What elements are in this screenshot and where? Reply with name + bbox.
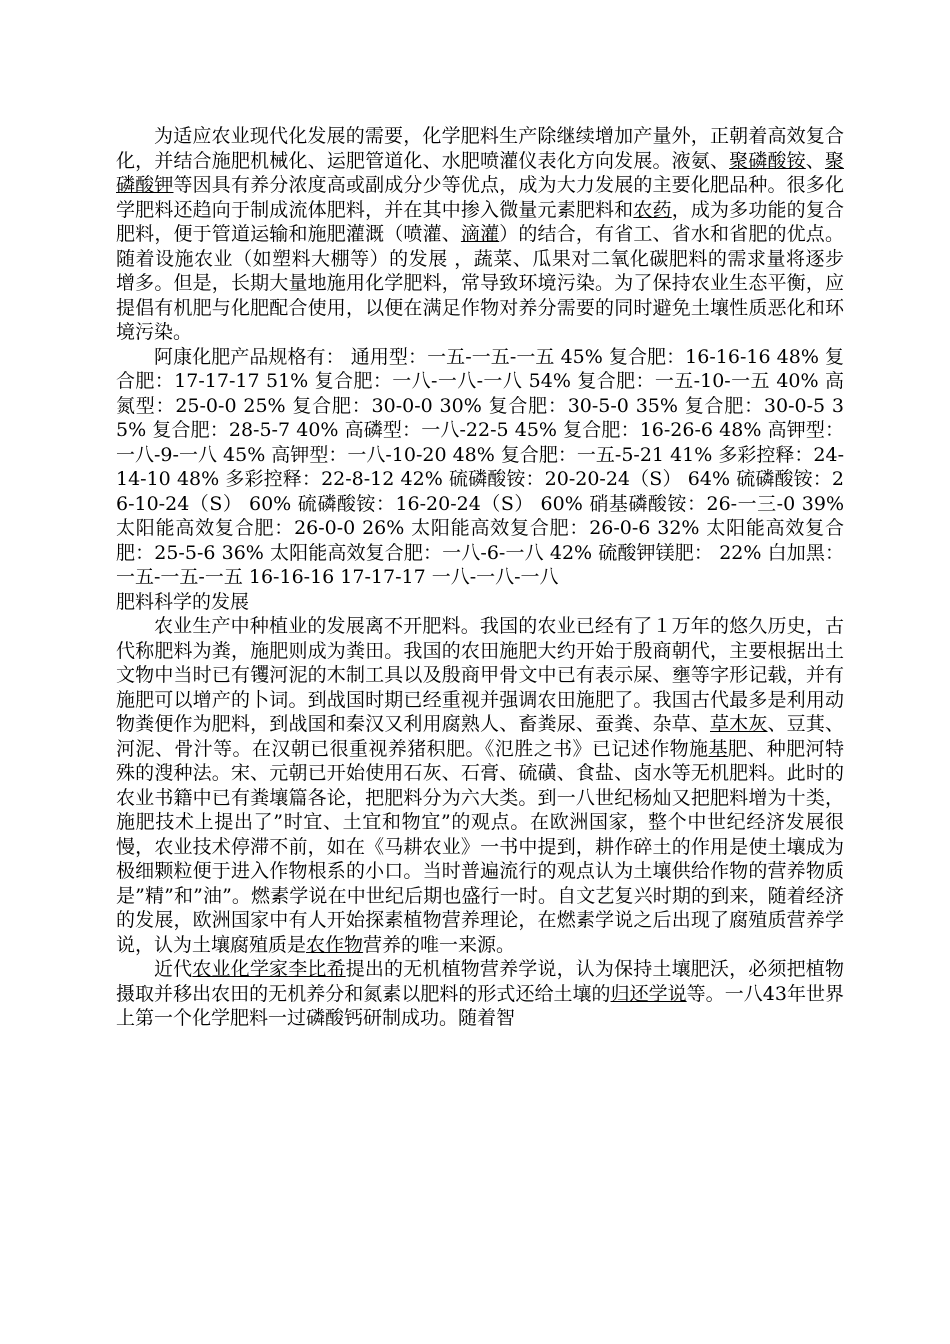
- text-run: 提出的无机植物营养学说，认为保持土壤肥沃，必须把植物摄取并移出农田的无机养分和氮素以肥料的形式还给土壤的: [116, 958, 844, 1005]
- link-pesticide[interactable]: 农药: [633, 198, 672, 221]
- text-run: 、: [805, 149, 825, 172]
- text-run: 为适应农业现代化发展的需要，化学肥料生产除继续增加产量外，正朝着高效复合化，并结合施肥机械化、运肥管道化、水肥喷灌仪表化方向发展。液氨、: [116, 125, 844, 172]
- link-ammonium-polyphosphate[interactable]: 聚磷酸铵: [729, 149, 806, 172]
- text-run: ，成为多功能的复合肥料，便于管道运输和施肥灌溉（喷灌、: [116, 198, 844, 245]
- link-drip-irrigation[interactable]: 滴灌: [460, 223, 500, 245]
- text-run: 等因具有养分浓度高或副成分少等优点，成为大力发展的主要化肥品种。很多化学肥料还趋向于制成流体肥料，并在其中掺入微量元素肥料和: [116, 174, 844, 221]
- text-run: ）的结合，有省工、省水和省肥的优点。随着设施农业（如塑料大棚等）的发展 ，蔬菜、瓜果对二氧化碳肥料的需求量将逐步增多。但是，长期大量地施用化学肥料，常导致环境污染。为了保持农业生态平衡，应提倡有机肥与化肥配合使用，以便在满足作物对养分需要的同时避免土壤性质恶化和环境污染。: [116, 223, 844, 343]
- text-run: 、豆萁、河泥、骨汁等。在汉朝已很重视养猪积肥。《氾胜之书》已记述作物施: [116, 713, 844, 760]
- link-return-theory[interactable]: 归还学说: [610, 982, 687, 1005]
- text-run: 肥、种肥河特殊的溲种法。宋、元朝已开始使用石灰、石膏、硫磺、食盐、卤水等无机肥料。此时的农业书籍中已有粪壤篇各论，把肥料分为六大类。到一八世纪杨灿又把肥料增为十类，施肥技术上提出了”时宜、土宜和物宜”的观点。在欧洲国家，整个中世纪经济发展很慢，农业技术停滞不前，如在《马耕农业》一书中提到，耕作碎土的作用是使土壤成为极细颗粒便于进入作物根系的小口。当时普遍流行的观点认为土壤供给作物的营养物质是”精”和”油”。燃素学说在中世纪后期也盛行一时。自文艺复兴时期的到来，随着经济的发展，欧洲国家中有人开始探素植物营养理论，在燃素学说之后出现了腐殖质营养学说，认为土壤腐殖质是: [116, 737, 844, 956]
- document-page: [116, 124, 844, 1031]
- text-run: 农业生产中种植业的发展离不开肥料。我国的农业已经有了１万年的悠久历史，古代称肥料为粪，施肥则成为粪田。我国的农田施肥大约开始于殷商朝代，主要根据出土文物中当时已有䦆河泥的木制工具以及殷商甲骨文中已有表示屎、壅等字形记载，并有施肥可以增产的卜词。到战国时期已经重视并强调农田施肥了。我国古代最多是利用动物粪便作为肥料，到战国和秦汉又利用腐熟人、畜粪尿、蚕粪、杂草、: [116, 615, 844, 735]
- section-heading: 肥料科学的发展: [116, 590, 250, 613]
- link-plant-ash[interactable]: 草木灰: [710, 713, 768, 735]
- paragraph-product-specs: 阿康化肥产品规格有： 通用型：一五-一五-一五 45% 复合肥：16-16-16 48% 复合肥：17-17-17 51% 复合肥：一八-一八-一八 54% 复合肥：一五-10-一五 40% 高氮型：25-0-0 25% 复合肥：30-0-0 30% 复合肥：30-5-0 35% 复合肥：30-0-5 35% 复合肥：28-5-7 40% 高磷型：一八-22-5 45% 复合肥：16-26-6 48% 高钾型：一八-9-一八 45% 高钾型：一八-10-20 48% 复合肥：一五-5-21 41% 多彩控释：24-14-10 48% 多彩控释：22-8-12 42% 硫磷酸铵：20-20-24（S） 64% 硫磷酸铵：26-10-24（S） 60% 硫磷酸铵：16-20-24（S） 60% 硝基磷酸铵：26-一三-0 39% 太阳能高效复合肥：26-0-0 26% 太阳能高效复合肥：26-0-6 32% 太阳能高效复合肥：25-5-6 36% 太阳能高效复合肥：一八-6-一八 42% 硫酸钾镁肥： 22% 白加黑：一五-一五-一五 16-16-16 17-17-17 一八-一八-一八: [116, 345, 844, 588]
- text-run: 营养的唯一来源。: [363, 933, 516, 956]
- paragraph-fertilizer-trends: [116, 124, 844, 345]
- text-run: 近代: [154, 958, 193, 980]
- paragraph-modern-theory: [116, 957, 844, 1031]
- link-crops[interactable]: 农作物: [306, 933, 364, 956]
- link-liebig[interactable]: 李比希: [288, 958, 346, 980]
- text-run: 等。一八43年世界上第一个化学肥料一过磷酸钙研制成功。随着智: [116, 982, 844, 1029]
- link-base-fertilizer[interactable]: 基: [708, 737, 728, 760]
- link-agricultural-chemist[interactable]: 农业化学家: [192, 958, 289, 980]
- link-potassium-polyphosphate[interactable]: 聚磷酸钾: [116, 149, 844, 196]
- paragraph-fertilizer-history: [116, 614, 844, 957]
